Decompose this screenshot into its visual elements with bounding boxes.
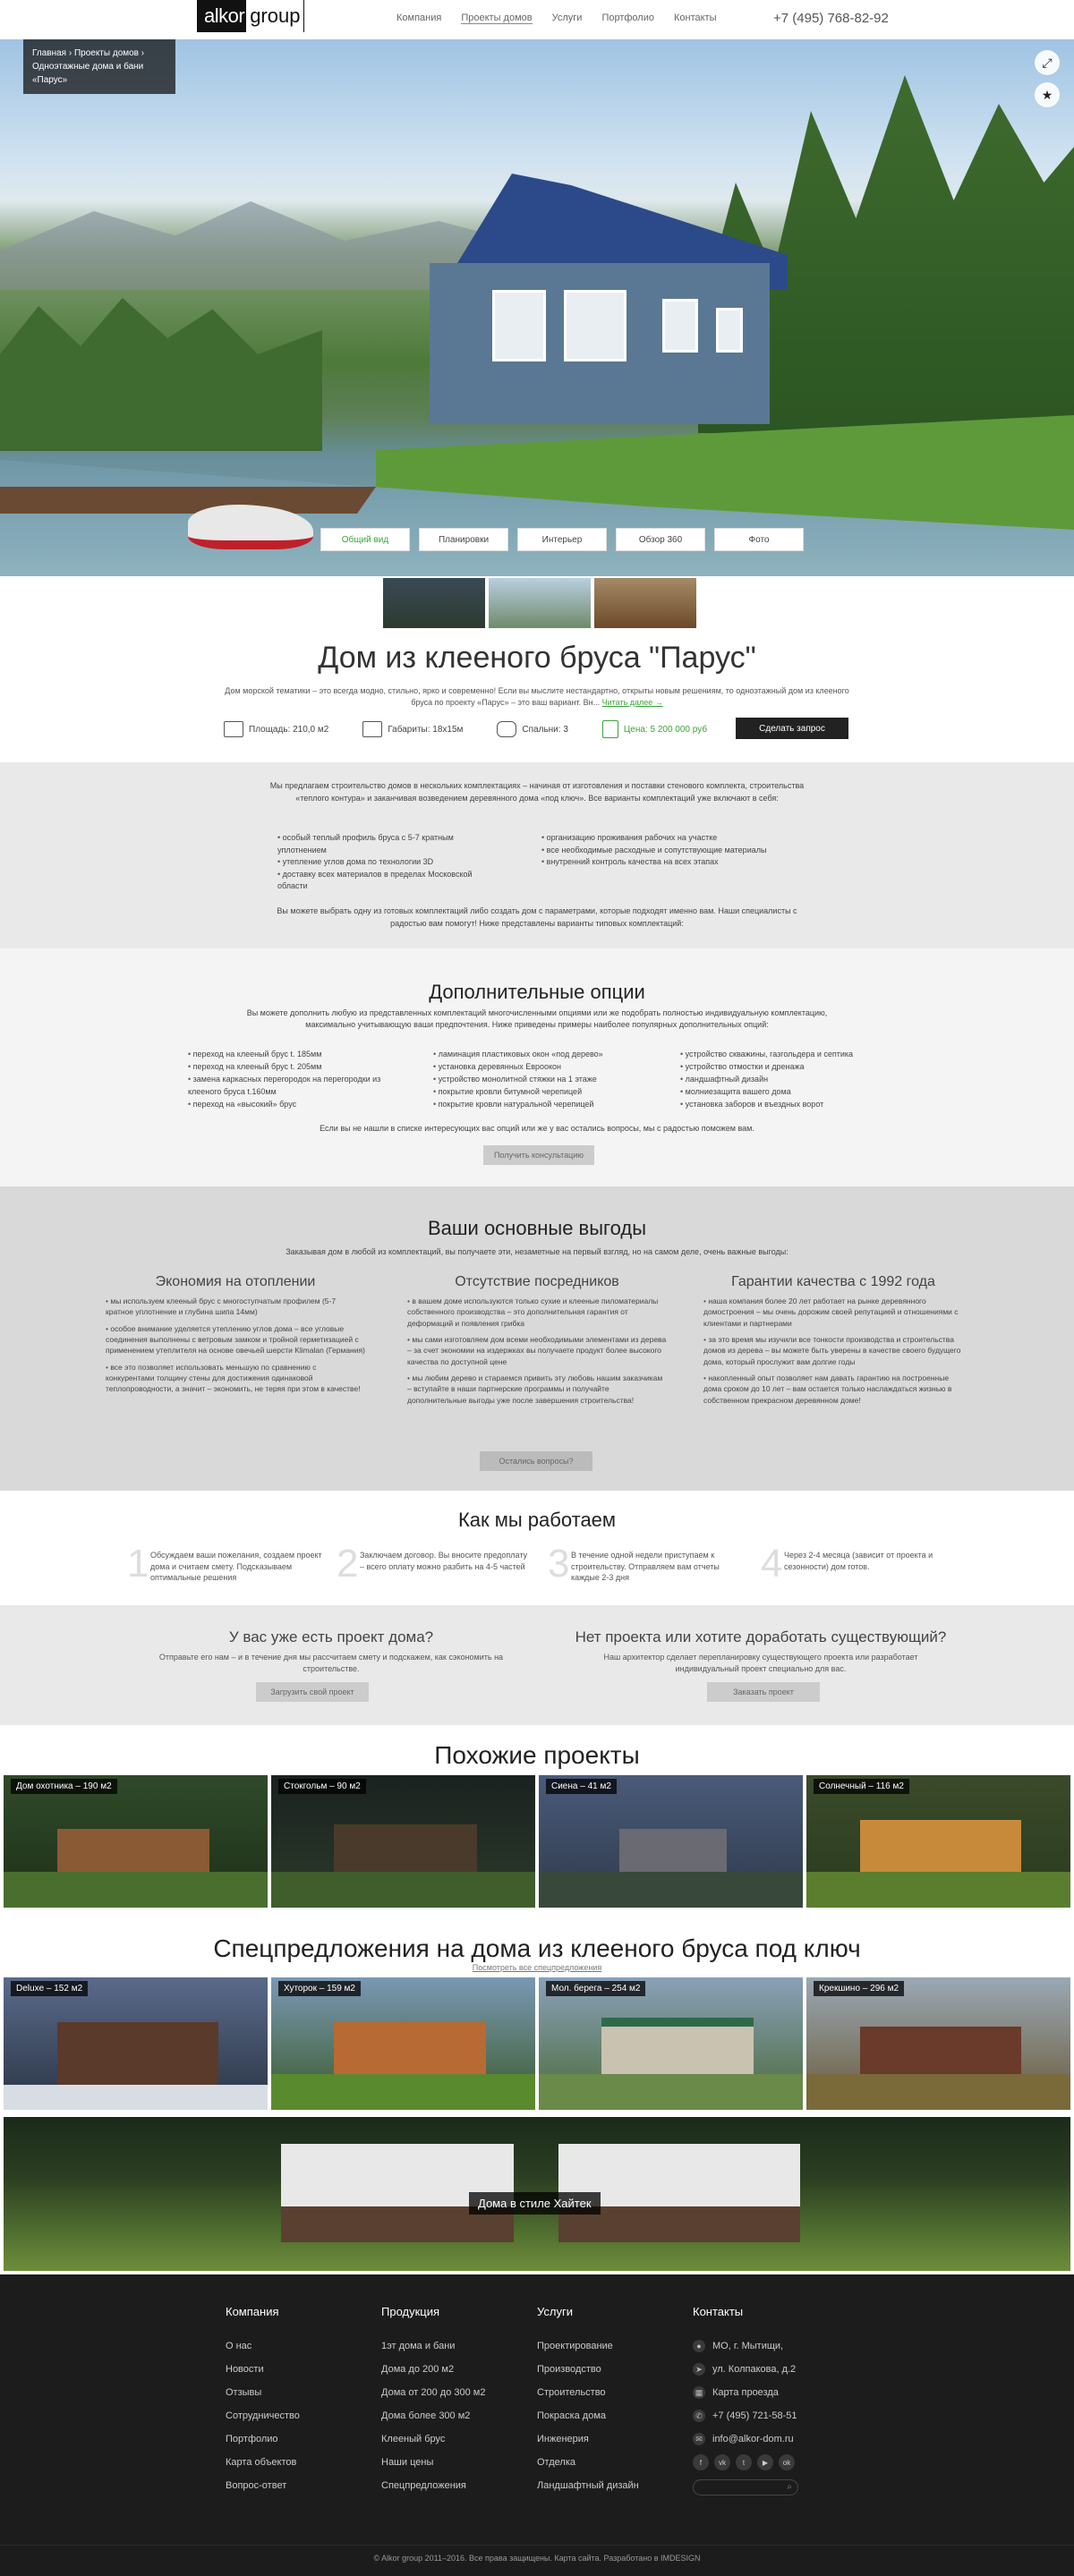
- logo-text-a: alkor: [204, 4, 245, 27]
- nav-item-company[interactable]: Компания: [396, 13, 442, 23]
- nav-item-portfolio[interactable]: Портфолио: [601, 13, 654, 23]
- footer-link[interactable]: Отзывы: [226, 2387, 262, 2398]
- footer-col-title: Контакты: [693, 2305, 744, 2318]
- list-item: • особый теплый профиль бруса с 5-7 кратным уплотнением: [277, 832, 501, 856]
- contact-text: ул. Колпакова, д.2: [712, 2364, 797, 2375]
- dimensions-icon: [362, 721, 382, 737]
- contact-text: info@alkor-dom.ru: [712, 2434, 794, 2444]
- list-item: • за это время мы изучили все тонкости производства и строительства домов из дерева – вы можете быть уверены в качестве своего будущего дома, который прослужит вам долгие годы: [703, 1334, 963, 1367]
- footer-link[interactable]: Ландшафтный дизайн: [537, 2480, 639, 2491]
- footer-link[interactable]: Проектирование: [537, 2341, 613, 2351]
- house-window: [492, 290, 546, 361]
- list-item: • все необходимые расходные и сопутствующие материалы: [541, 845, 810, 857]
- lawn: [271, 2074, 535, 2110]
- all-offers-link[interactable]: Посмотреть все спецпредложения: [472, 1963, 602, 1972]
- list-item: • мы сами изготовляем дом всеми необходимыми элементами из дерева – за счет экономии на издержках вы получаете продукт более высокого качества по доступной цене: [407, 1334, 667, 1367]
- breadcrumb-line-1[interactable]: Главная › Проекты домов ›: [32, 48, 145, 58]
- project-card[interactable]: [4, 1775, 268, 1908]
- packages-lead: Мы предлагаем строительство домов в нескольких комплектациях – начиная от изготовления и поставки стенового комплекта, строительства «теплого контура» и заканчивая возведением деревянного дома «под ключ». Все варианты комплектаций уже включают в себя:: [269, 781, 805, 803]
- footer-col-title: Компания: [226, 2305, 279, 2318]
- list-item: • внутренний контроль качества на всех этапах: [541, 856, 810, 869]
- house-image: [860, 2027, 1021, 2080]
- list-item: • переход на «высокий» брус: [188, 1099, 412, 1111]
- house-window: [716, 308, 743, 353]
- lawn: [806, 1872, 1070, 1908]
- list-item: • утепление углов дома по технологии 3D: [277, 856, 501, 869]
- list-item: • устройство отмостки и дренажа: [680, 1061, 904, 1074]
- footer-col-title: Услуги: [537, 2305, 573, 2318]
- offer-card[interactable]: [4, 1977, 268, 2110]
- house-image: [619, 1829, 727, 1878]
- footer-link[interactable]: Строительство: [537, 2387, 606, 2398]
- questions-button[interactable]: Остались вопросы?: [480, 1451, 592, 1471]
- footer: [0, 2274, 1074, 2576]
- list-item: • переход на клееный брус t. 205мм: [188, 1061, 412, 1074]
- project-params: [224, 716, 850, 743]
- gallery-thumbnails: [383, 578, 696, 628]
- mail-icon: ✉: [693, 2433, 705, 2445]
- lawn: [271, 1872, 535, 1908]
- list-item: • покрытие кровли битумной черепицей: [433, 1086, 657, 1099]
- footer-link[interactable]: Сотрудничество: [226, 2410, 300, 2421]
- hero-tabs: [320, 528, 804, 551]
- offer-card-label: Мол. берега – 254 м2: [546, 1981, 645, 1996]
- footer-link[interactable]: О нас: [226, 2341, 252, 2351]
- cta-have-project: [143, 1628, 519, 1674]
- consultation-button[interactable]: Получить консультацию: [483, 1145, 594, 1165]
- benefits-title: Ваши основные выгоды: [427, 1217, 647, 1239]
- calculator-icon: [602, 720, 618, 738]
- footer-link[interactable]: Новости: [226, 2364, 264, 2375]
- list-item: • устройство скважины, газгольдера и септика: [680, 1049, 904, 1061]
- list-item: • мы любим дерево и стараемся привить эту любовь нашим заказчикам – вступайте в наши партнерские программы и получайте дополнительные выгоды уже после завершения строительства!: [407, 1373, 667, 1406]
- breadcrumb-line-2[interactable]: Одноэтажные дома и бани «Парус»: [32, 62, 144, 85]
- step-number: 1: [127, 1542, 149, 1586]
- size-value: Габариты: 18х15м: [388, 724, 464, 735]
- project-card-label: Дом охотника – 190 м2: [11, 1779, 117, 1794]
- arrow-icon: ➤: [693, 2363, 705, 2376]
- intro-text: Дом морской тематики – это всегда модно, стильно, ярко и современно! Если вы мыслите нестандартно, открыты новым решениям, то одноэтажный дом из клееного бруса по проекту «Парус» – это ваш вариант. Вн...: [225, 686, 849, 708]
- packages-list-left: [277, 832, 501, 893]
- step-text: Заключаем договор. Вы вносите предоплату – всего оплату можно разбить на 4-5 частей: [360, 1551, 528, 1571]
- header-phone[interactable]: +7 (495) 768-82-92: [773, 11, 889, 26]
- price-value: Цена: 5 200 000 руб: [623, 724, 708, 735]
- step-2: [337, 1544, 533, 1589]
- footer-link[interactable]: 1эт дома и бани: [381, 2341, 456, 2351]
- offer-card-label: Крекшино – 296 м2: [814, 1981, 904, 1996]
- facebook-icon[interactable]: f: [693, 2454, 709, 2470]
- offer-card-label: Deluxe – 152 м2: [11, 1981, 88, 1996]
- footer-col-contacts: [693, 2305, 836, 2495]
- lawn: [539, 2074, 803, 2110]
- step-text: В течение одной недели приступаем к строительству. Отправляем вам отчеты каждые 2-3 дня: [571, 1551, 720, 1583]
- thumbnail[interactable]: [383, 578, 485, 628]
- benefit-title: Отсутствие посредников: [455, 1274, 619, 1289]
- offer-card-label: Хуторок – 159 м2: [278, 1981, 361, 1996]
- footer-link[interactable]: Спецпредложения: [381, 2480, 466, 2491]
- offer-card[interactable]: [539, 1977, 803, 2110]
- header: [0, 0, 1074, 39]
- offer-card[interactable]: [806, 1977, 1070, 2110]
- location-icon: ●: [693, 2340, 705, 2352]
- footer-col-title: Продукция: [381, 2305, 440, 2318]
- project-card-label: Сиена – 41 м2: [546, 1779, 617, 1794]
- benefit-title: Экономия на отоплении: [155, 1274, 316, 1289]
- packages-list-right: [541, 832, 810, 869]
- bedrooms-value: Спальни: 3: [522, 724, 568, 735]
- thumbnail[interactable]: [594, 578, 696, 628]
- nav-item-contacts[interactable]: Контакты: [673, 13, 717, 23]
- benefits-lead: Заказывая дом в любой из комплектаций, вы получаете эти, незаметные на первый взгляд, но на самом деле, очень важные выгоды:: [286, 1247, 788, 1256]
- read-more-link[interactable]: Читать далее →: [601, 698, 663, 708]
- map-icon: ▦: [693, 2386, 705, 2399]
- tab-360[interactable]: Обзор 360: [616, 528, 705, 551]
- step-text: Обсуждаем ваши пожелания, создаем проект дома и считаем смету. Подсказываем оптимальные решения: [150, 1551, 322, 1583]
- footer-link[interactable]: Покраска дома: [537, 2410, 607, 2421]
- list-item: • особое внимание уделяется утеплению углов дома – все угловые соединения выполнены с ветровым замком и тройной герметизацией с применением утеплителя на основе овечьей шерсти Klimalan (Германия): [106, 1323, 365, 1356]
- search-icon[interactable]: ⌕: [787, 2482, 792, 2492]
- footer-link[interactable]: Наши цены: [381, 2457, 434, 2468]
- list-item: • наша компания более 20 лет работает на рынке деревянного домостроения – мы очень дорожим своей репутацией и отношениями с клиентами и партнерами: [703, 1296, 963, 1329]
- options-list-1: [188, 1049, 412, 1111]
- step-4: [761, 1544, 958, 1589]
- copyright: © Alkor group 2011–2016. Все права защищены. Карта сайта. Разработано в IMDESIGN: [373, 2554, 701, 2563]
- step-number: 2: [337, 1542, 359, 1586]
- hero-house: [394, 174, 788, 442]
- footer-contact-phone[interactable]: [693, 2404, 836, 2427]
- footer-link[interactable]: Дома от 200 до 300 м2: [381, 2387, 486, 2398]
- step-number: 3: [548, 1542, 570, 1586]
- social-links: [693, 2454, 836, 2470]
- request-button[interactable]: Сделать запрос: [736, 718, 848, 739]
- benefit-no-middlemen: [407, 1274, 667, 1411]
- house-image: [57, 2022, 218, 2085]
- footer-col-products: [381, 2305, 524, 2497]
- options-list-2: [433, 1049, 657, 1111]
- contact-text: +7 (495) 721-58-51: [712, 2410, 797, 2421]
- footer-divider: [0, 2545, 1074, 2546]
- list-item: • переход на клееный брус t. 185мм: [188, 1049, 412, 1061]
- list-item: • замена каркасных перегородок на перегородки из клееного бруса t.160мм: [188, 1074, 412, 1099]
- hero-image: [0, 39, 1074, 576]
- footer-link[interactable]: Производство: [537, 2364, 601, 2375]
- main-nav: [396, 13, 717, 24]
- project-intro: [224, 685, 850, 709]
- tab-plans[interactable]: Планировки: [419, 528, 508, 551]
- param-bedrooms: [497, 721, 567, 737]
- lawn: [539, 1872, 803, 1908]
- footer-link[interactable]: Карта объектов: [226, 2457, 297, 2468]
- footer-link[interactable]: Дома до 200 м2: [381, 2364, 455, 2375]
- footer-contact-map[interactable]: [693, 2381, 836, 2404]
- house-image: [601, 2018, 754, 2080]
- list-item: • ландшафтный дизайн: [680, 1074, 904, 1086]
- nav-item-projects[interactable]: Проекты домов: [461, 13, 533, 23]
- footer-link[interactable]: Клееный брус: [381, 2434, 446, 2444]
- footer-col-services: [537, 2305, 680, 2497]
- cta-text: Отправьте его нам – и в течение дня мы рассчитаем смету и подскажем, как сэкономить на строительстве.: [158, 1653, 504, 1673]
- options-title: Дополнительные опции: [429, 981, 645, 1003]
- list-item: • установка заборов и въездных ворот: [680, 1099, 904, 1111]
- footer-link[interactable]: Отделка: [537, 2457, 575, 2468]
- benefit-quality: [703, 1274, 963, 1411]
- cta-title: У вас уже есть проект дома?: [228, 1628, 434, 1645]
- hero-trees-left: [0, 290, 322, 451]
- logo-text-b: group: [246, 0, 303, 32]
- project-card-label: Солнечный – 116 м2: [814, 1779, 909, 1794]
- step-1: [127, 1544, 324, 1589]
- cta-no-project: [573, 1628, 949, 1674]
- breadcrumb: [23, 39, 175, 94]
- footer-link[interactable]: Инженерия: [537, 2434, 589, 2444]
- house-window: [564, 290, 626, 361]
- area-value: Площадь: 210,0 м2: [249, 724, 329, 735]
- logo[interactable]: [197, 0, 304, 32]
- tab-overview[interactable]: Общий вид: [320, 528, 410, 551]
- how-title: Как мы работаем: [457, 1509, 617, 1531]
- how-we-work-section: [0, 1491, 1074, 1605]
- contact-text: Карта проезда: [712, 2387, 779, 2398]
- footer-link[interactable]: Портфолио: [226, 2434, 278, 2444]
- footer-contact-city: [693, 2334, 836, 2358]
- param-price: [602, 720, 707, 738]
- hero-dock: [0, 487, 376, 514]
- footer-contact-email[interactable]: [693, 2427, 836, 2451]
- thumbnail[interactable]: [489, 578, 591, 628]
- house-image: [860, 1820, 1021, 1878]
- snow: [4, 2085, 268, 2110]
- hitech-banner[interactable]: [4, 2117, 1070, 2271]
- project-card[interactable]: [271, 1775, 535, 1908]
- nav-item-services[interactable]: Услуги: [551, 13, 583, 23]
- packages-section: [0, 762, 1074, 948]
- similar-title: Похожие проекты: [434, 1741, 640, 1769]
- vk-icon[interactable]: vk: [714, 2454, 730, 2470]
- house-window: [662, 299, 698, 353]
- benefit-list: [106, 1296, 365, 1395]
- footer-contact-street: [693, 2358, 836, 2381]
- special-title: Спецпредложения на дома из клееного бруса под ключ: [213, 1934, 861, 1962]
- list-item: • в вашем доме используются только сухие и клееные пиломатериалы собственного производства – это дополнительная гарантия от деформаций и появления грибка: [407, 1296, 667, 1329]
- cta-title: Нет проекта или хотите доработать существующий?: [575, 1628, 947, 1645]
- list-item: • установка деревянных Евроокон: [433, 1061, 657, 1074]
- list-item: • ламинация пластиковых окон «под дерево»: [433, 1049, 657, 1061]
- lawn: [4, 1872, 268, 1908]
- options-section: [0, 948, 1074, 1186]
- odnoklassniki-icon[interactable]: ok: [779, 2454, 795, 2470]
- step-number: 4: [761, 1542, 783, 1586]
- benefit-title: Гарантии качества с 1992 года: [731, 1274, 935, 1289]
- house-image: [334, 1824, 477, 1878]
- list-item: • покрытие кровли натуральной черепицей: [433, 1099, 657, 1111]
- tab-photo[interactable]: Фото: [714, 528, 804, 551]
- hitech-banner-label: Дома в стиле Хайтек: [469, 2192, 601, 2215]
- page-title: Дом из клееного бруса "Парус": [318, 641, 756, 675]
- tab-interior[interactable]: Интерьер: [517, 528, 607, 551]
- area-icon: [224, 721, 243, 737]
- step-text: Через 2-4 месяца (зависит от проекта и сезонности) дом готов.: [784, 1551, 933, 1571]
- benefit-heating: [106, 1274, 365, 1400]
- phone-icon: ✆: [693, 2410, 705, 2422]
- list-item: • мы используем клееный брус с многоступчатым профилем (5-7 кратное уплотнение и глубина шипа 14мм): [106, 1296, 365, 1318]
- footer-search-input[interactable]: [693, 2479, 798, 2495]
- param-size: [362, 721, 463, 737]
- benefit-list: [407, 1296, 667, 1406]
- packages-foot: Вы можете выбрать одну из готовых комплектаций либо создать дом с параметрами, которые подходят именно вам. Наши специалисты с радостью вам помогут! Ниже представлены варианты типовых комплектаций:: [277, 906, 797, 928]
- param-area: [224, 721, 328, 737]
- options-list-3: [680, 1049, 904, 1111]
- options-lead: Вы можете дополнить любую из представленных комплектаций многочисленными опциями или же подобрать полностью индивидуальную комплектацию, максимально учитывающую ваши предпочтения. Ниже приведены примеры наиболее популярных дополнительных опций:: [246, 1008, 828, 1030]
- lawn: [806, 2074, 1070, 2110]
- bed-icon: [497, 721, 516, 737]
- project-card-label: Стокгольм – 90 м2: [278, 1779, 366, 1794]
- upload-project-button[interactable]: Загрузить свой проект: [256, 1682, 369, 1702]
- expand-icon[interactable]: ⤢: [1035, 50, 1060, 75]
- contact-text: МО, г. Мытищи,: [712, 2341, 784, 2351]
- list-item: • организацию проживания рабочих на участке: [541, 832, 810, 845]
- list-item: • все это позволяет использовать меньшую по сравнению с конкурентами толщину стены для достижения одинаковой теплопроводности, а значит – экономить, не теряя при этом в качестве!: [106, 1362, 365, 1395]
- list-item: • устройство монолитной стяжки на 1 этаже: [433, 1074, 657, 1086]
- cta-text: Наш архитектор сделает перепланировку существующего проекта или разработает индивидуальный проект специально для вас.: [603, 1653, 918, 1673]
- project-card[interactable]: [806, 1775, 1070, 1908]
- list-item: • молниезащита вашего дома: [680, 1086, 904, 1099]
- step-3: [548, 1544, 745, 1589]
- offer-card[interactable]: [271, 1977, 535, 2110]
- list-item: • накопленный опыт позволяет нам давать гарантию на построенные дома сроком до 10 лет – вам остается только наслаждаться жизнью в собственном прекрасном деревянном доме!: [703, 1373, 963, 1406]
- list-item: • доставку всех материалов в пределах Московской области: [277, 869, 501, 893]
- footer-link[interactable]: Дома более 300 м2: [381, 2410, 471, 2421]
- options-foot: Если вы не нашли в списке интересующих вас опций или же у вас остались вопросы, мы с радостью поможем вам.: [320, 1124, 754, 1133]
- twitter-icon[interactable]: t: [736, 2454, 752, 2470]
- benefits-section: [0, 1186, 1074, 1491]
- footer-link[interactable]: Вопрос-ответ: [226, 2480, 287, 2491]
- order-project-button[interactable]: Заказать проект: [707, 1682, 820, 1702]
- project-cta-section: [0, 1605, 1074, 1725]
- benefit-list: [703, 1296, 963, 1406]
- project-card[interactable]: [539, 1775, 803, 1908]
- footer-col-company: [226, 2305, 369, 2497]
- youtube-icon[interactable]: ▶: [757, 2454, 773, 2470]
- star-icon[interactable]: ★: [1035, 82, 1060, 107]
